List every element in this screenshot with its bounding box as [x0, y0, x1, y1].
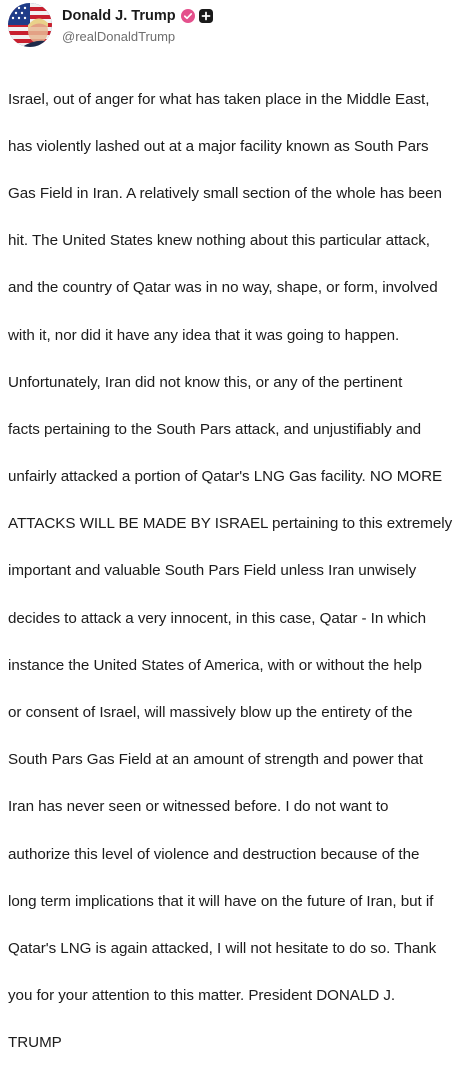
author-names [62, 6, 213, 44]
post-line: and the country of Qatar was in no way, shape, or form, involved [8, 279, 438, 297]
post-line: or consent of Israel, will massively blow up the entirety of the [8, 704, 413, 722]
post-line: you for your attention to this matter. President DONALD J. [8, 987, 396, 1005]
handle[interactable]: @realDonaldTrump [62, 29, 176, 44]
post-line: facts pertaining to the South Pars attack, and unjustifiably and [8, 420, 422, 438]
avatar-flag-icon [8, 3, 52, 47]
post-line: decides to attack a very innocent, in this case, Qatar - In which [8, 609, 426, 627]
post-line: with it, nor did it have any idea that it was going to happen. [8, 326, 400, 344]
verified-badge-icon [181, 9, 195, 23]
post-line: long term implications that it will have on the future of Iran, but if [8, 892, 434, 910]
post-line: Iran has never seen or witnessed before. I do not want to [8, 798, 389, 816]
post-line: South Pars Gas Field at an amount of strength and power that [8, 751, 423, 769]
post-line: Unfortunately, Iran did not know this, or any of the pertinent [8, 373, 403, 391]
post-line: Qatar's LNG is again attacked, I will not hesitate to do so. Thank [8, 939, 437, 957]
post-line: instance the United States of America, with or without the help [8, 656, 422, 674]
display-name[interactable]: Donald J. Trump [62, 8, 176, 24]
post-line: Gas Field in Iran. A relatively small section of the whole has been [8, 184, 442, 202]
post-line: ATTACKS WILL BE MADE BY ISRAEL pertaining to this extremely [8, 515, 453, 533]
post-line: Israel, out of anger for what has taken place in the Middle East, [8, 90, 430, 108]
avatar[interactable] [8, 3, 52, 47]
post-line: unfairly attacked a portion of Qatar's LNG Gas facility. NO MORE [8, 468, 443, 486]
post-line: hit. The United States knew nothing about this particular attack, [8, 232, 430, 250]
plus-icon[interactable] [199, 9, 213, 23]
post-line: important and valuable South Pars Field unless Iran unwisely [8, 562, 417, 580]
post-body [8, 64, 470, 1079]
post-line: TRUMP [8, 1034, 62, 1052]
post-header [8, 3, 213, 47]
post-line: authorize this level of violence and destruction because of the [8, 845, 420, 863]
post-line: has violently lashed out at a major facility known as South Pars [8, 137, 429, 155]
display-name-row [62, 6, 213, 26]
